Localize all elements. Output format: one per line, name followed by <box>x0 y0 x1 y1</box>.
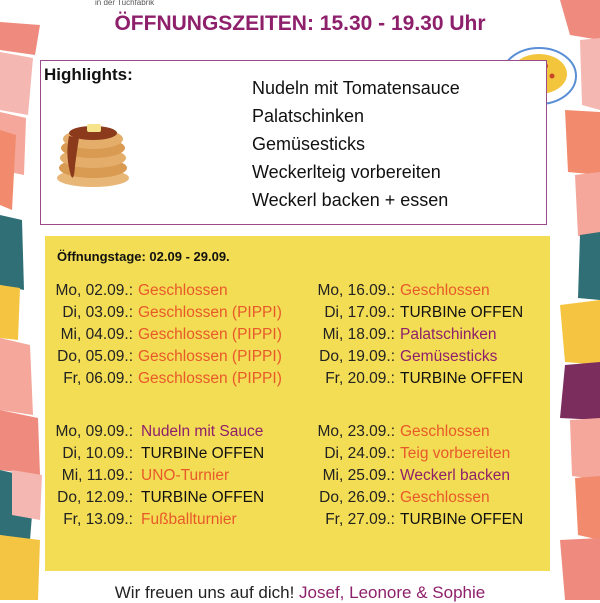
highlight-text: Palatschinken <box>252 106 365 126</box>
schedule-text: Teig vorbereiten <box>400 445 511 462</box>
schedule-date: Fr, 20.09.: <box>325 370 395 387</box>
schedule-date: Do, 26.09.: <box>319 489 395 506</box>
schedule-text: Geschlossen <box>138 282 228 299</box>
highlight-text: Nudeln mit Tomatensauce <box>252 78 460 98</box>
schedule-date: Fr, 27.09.: <box>325 511 395 528</box>
schedule-text: TURBINe OFFEN <box>141 489 265 506</box>
schedule-text: Geschlossen (PIPPI) <box>138 348 282 365</box>
schedule-panel <box>45 236 550 571</box>
schedule-date: Fr, 13.09.: <box>63 511 133 528</box>
schedule-date: Mo, 16.09.: <box>317 282 395 299</box>
schedule-text: TURBINe OFFEN <box>141 445 265 462</box>
schedule-text: Geschlossen <box>400 423 490 440</box>
schedule-text: Fußballturnier <box>141 511 237 528</box>
schedule-date: Do, 05.09.: <box>57 348 133 365</box>
schedule-date: Mi, 04.09.: <box>60 326 133 343</box>
schedule-date: Mo, 09.09.: <box>55 423 133 440</box>
highlight-text: Weckerl backen + essen <box>252 190 449 210</box>
schedule-date: Di, 03.09.: <box>62 304 133 321</box>
schedule-date: Di, 10.09.: <box>62 445 133 462</box>
schedule-date: Mo, 23.09.: <box>317 423 395 440</box>
schedule-text: TURBINe OFFEN <box>400 304 524 321</box>
highlight-text: Weckerlteig vorbereiten <box>252 162 441 182</box>
brand-text: in der Tuchfabrik <box>95 0 155 7</box>
schedule-text: TURBINe OFFEN <box>400 511 524 528</box>
schedule-date: Di, 17.09.: <box>324 304 395 321</box>
schedule-date: Mo, 02.09.: <box>55 282 133 299</box>
schedule-date: Di, 24.09.: <box>324 445 395 462</box>
footer-text: Wir freuen uns auf dich! <box>114 583 295 602</box>
schedule-text: Geschlossen (PIPPI) <box>138 304 282 321</box>
schedule-title: Öffnungstage: 02.09 - 29.09. <box>57 249 230 264</box>
schedule-date: Fr, 06.09.: <box>63 370 133 387</box>
schedule-date: Do, 19.09.: <box>319 348 395 365</box>
footer-names: Josef, Leonore & Sophie <box>299 583 486 602</box>
schedule-text: Geschlossen (PIPPI) <box>138 370 282 387</box>
schedule-date: Mi, 25.09.: <box>322 467 395 484</box>
schedule-date: Do, 12.09.: <box>57 489 133 506</box>
highlight-text: Gemüsesticks <box>252 134 366 154</box>
schedule-text: Palatschinken <box>400 326 497 343</box>
schedule-date: Mi, 18.09.: <box>322 326 395 343</box>
footer-message <box>0 583 600 603</box>
schedule-text: UNO-Turnier <box>141 467 230 484</box>
schedule-text: Geschlossen <box>400 489 490 506</box>
highlights-box <box>40 60 547 225</box>
schedule-text: Geschlossen (PIPPI) <box>138 326 282 343</box>
schedule-text: Nudeln mit Sauce <box>141 423 264 440</box>
schedule-text: Geschlossen <box>400 282 490 299</box>
highlights-label: Highlights: <box>44 65 133 84</box>
pancake-stack-icon <box>53 106 133 191</box>
schedule-date: Mi, 11.09.: <box>61 467 133 484</box>
schedule-text: Weckerl backen <box>400 467 510 484</box>
page-title: ÖFFNUNGSZEITEN: 15.30 - 19.30 Uhr <box>114 12 486 35</box>
schedule-text: TURBINe OFFEN <box>400 370 524 387</box>
schedule-text: Gemüsesticks <box>400 348 498 365</box>
